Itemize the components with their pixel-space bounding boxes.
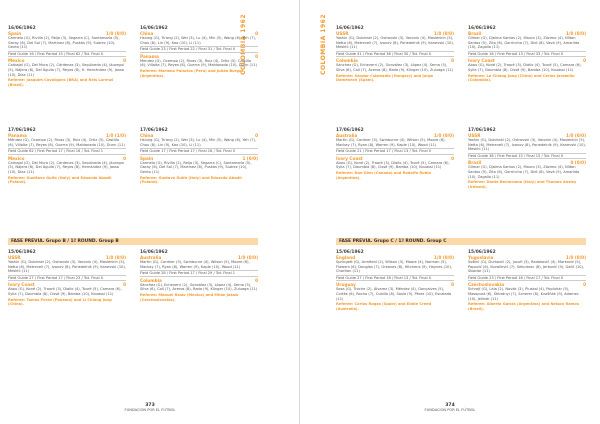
lineup: Yashin (G), Dubinski (2), Ostrovski (3), Voronin (4), Maslenkin (5), Netto (6), Metreveli (7), Ivanov (8), Ponedelnik (9), Kanevski (10), Meskhi (11): [8, 260, 126, 274]
match-date: 15/06/1962: [336, 250, 364, 255]
team-score: 1/0 (0/0): [238, 255, 258, 260]
referee: Referee: Alberto Garcia (Argentina) and Nelson Ramos (Brazil).: [468, 302, 579, 311]
lineup: Šoškić (G), Durković (2), Jusufi (3), Radaković (4), Marković (5), Popović (6), Kovačević (7), Sekularac (8), Jerković (9), Galić (10), Skoblar (11): [468, 260, 585, 274]
lineup: Sánchez (G), Echeverri (2), González (3), López (4), Serna (5), Silva (6), Coll (7), Aceros (8), Rada (9), Klinger (10), Zuluaga (11): [140, 282, 258, 292]
lineup: Mendez (G), Ocampo (2), Rivas (3), Ruiz (4), Ortiz (5), Castillo (6), Villalta (7), Reyes (8), Guerra (9), Maldonado (10), Dunn (11): [140, 58, 257, 68]
team-name: Mexico: [8, 58, 25, 64]
team-name: Australia: [336, 133, 358, 138]
team-name: England: [336, 255, 356, 260]
referee: Referee: Le Chiang Jung (China) and Carlos Jaramillo (Colombia).: [468, 73, 575, 83]
team-score: 1/0 (0/0): [566, 133, 586, 138]
match-block: [140, 250, 258, 302]
match-block: [468, 26, 586, 83]
team-name: Brazil: [468, 31, 482, 36]
team-score: 1/0 (0/0): [434, 31, 454, 36]
match-block: [140, 26, 258, 78]
match-block: [8, 26, 126, 87]
match-date: 16/06/1962: [140, 250, 168, 255]
field-stats: Field Guide 21 / First Period 17 / Final 13 / Tot. Final 0: [336, 148, 454, 155]
lineup: Sánchez (G), Echeverri (2), González (3), López (4), Serna (5), Silva (6), Coll (7), Aceros (8), Rada (9), Klinger (10), Zuluaga (11): [336, 63, 454, 72]
team-name: Spain: [140, 155, 154, 161]
referee: Referee: Dan Glen (Canada) and Rodolfo Rubio (Argentina).: [336, 170, 431, 180]
match-block: [336, 128, 454, 180]
team-score: 1/0 (0/0): [566, 31, 586, 36]
team-name: Spain: [8, 31, 22, 36]
team-score: 0: [123, 58, 126, 64]
lineup: Hsiung (G), Ts'ang (2), Wei (3), Lu (4), Min (5), Wang (6), Yeh (7), Chou (8), Lin (9), Kao (10), Li (11): [140, 36, 257, 45]
match-date: 16/06/1962: [336, 26, 364, 31]
page-divider: [299, 0, 300, 424]
team-name: China: [140, 31, 154, 36]
field-stats: Field Guide 62 / First Period 17 / Final 16 / Tot. Final 1: [8, 148, 126, 155]
page-number: 373: [145, 403, 155, 408]
phase-header: FASE PREVIA. Grupo B / 1ª ROUND. Group B: [8, 238, 258, 245]
match-date: 17/06/1962: [8, 128, 36, 133]
lineup: Abou (G), Koné (2), Traoré (3), Diallo (4), Touré (5), Camara (6), Sylla (7), Doumbia (8), Cissé (9), Bamba (10), Kouassi (11): [8, 287, 122, 296]
team-score: 0: [255, 133, 258, 138]
team-score: 1/0 (0/0): [434, 255, 454, 260]
team-name: USSR: [468, 133, 481, 138]
team-score: 1/0 (0/0): [106, 255, 126, 260]
field-stats: Field Guide 16 / First Period 13 / Final 33 / Tot. Final 0: [468, 51, 586, 58]
field-stats: Field Guide 23 / First Period 16 / Final 17 / Tot. Final 0: [468, 275, 586, 282]
lineup: Abou (G), Koné (2), Traoré (3), Diallo (4), Touré (5), Camara (6), Sylla (7), Doumbia (8), Cissé (9), Bamba (10), Kouassi (11): [336, 160, 450, 170]
match-date: 17/06/1962: [468, 128, 496, 133]
field-stats: Field Guide 28 / First Period 17 / Final 29 / Tot. Final 1: [140, 270, 258, 277]
match-date: 17/06/1962: [140, 128, 168, 133]
referee: Referee: Gusttavo Gulfo (Italy) and Eduardo Abadil (Poland).: [8, 175, 112, 185]
team-name: Uruguay: [336, 282, 356, 288]
lineup: Carbajal (G), Del Muro (2), Cárdenas (3), Sepúlveda (4), Jáuregui (5), Nájera (6), Del Águila (7), Reyes (8), H. Hernández (9), Jasso (10), Díaz (11): [8, 63, 125, 77]
match-block: [8, 250, 126, 307]
field-stats: Field Guide 27 / First Period 17 / Final 23 / Tot. Final 0: [8, 275, 126, 282]
match-date: 16/06/1962: [468, 26, 496, 31]
team-score: 0 (0/0): [570, 160, 586, 166]
page-footer: [300, 403, 600, 412]
field-stats: Field Guide 23 / First Period 22 / Final 31 / Tot. Final 0: [140, 46, 258, 53]
publisher: FUNDACIÓN POR EL FÚTBOL: [124, 408, 176, 412]
lineup: Carmelo (G), Rivilla (2), Reija (3), Segarra (C), Santamaría (5), Garay (6), Del Sol (7), Martínez (8), Puskás (9), Suárez (10), Gento (11): [140, 160, 252, 174]
lineup: Springett (G), Armfield (2), Wilson (3), Moore (4), Norman (5), Flowers (6), Douglas (7), Greaves (8), Hitchens (9), Haynes (10), Charlton (11): [336, 260, 453, 274]
lineup: Méndez (G), Ocampo (2), Rivas (3), Ruiz (4), Ortiz (5), Castillo (6), Villalta (7), Reyes (8), Guerra (9), Maldonado (10), Dunn (11): [8, 138, 125, 147]
team-name: Australia: [140, 255, 162, 260]
team-name: Ivory Coast: [468, 58, 495, 64]
lineup: Carbajal (G), Del Muro (2), Cárdenas (3), Sepúlveda (4), Jáuregui (5), Nájera (6), Del Águila (7), Reyes (8), Hernández (9), Jasso (10), Díaz (11): [8, 160, 125, 174]
team-name: Yugoslavia: [468, 255, 494, 260]
referee: Referee: Sándor Csizmadia (Hungary) and Jorge Doménech (Spain).: [336, 73, 434, 83]
lineup: Hsiung (G), Ts'ang (2), Wei (3), Lu (4), Min (5), Wang (6), Yeh (7), Chou (8), Lin (9), Kao (10), Li (11): [140, 138, 257, 147]
field-stats: Field Guide 38 / First Period 15 / Final 15 / Tot. Final 0: [468, 153, 586, 160]
referee: Referee: Dante Beniocomo (Italy) and Thomas Ansley (Ireland).: [468, 180, 577, 189]
match-block: [336, 250, 454, 311]
lineup: Martin (G), Cordner (3), Swinburne (4), Wilson (5), Moore (6), Mackay (7), Ryan (8), Warren (9), Kaple (10), Wood (11): [336, 138, 446, 147]
team-name: Colombia: [336, 58, 358, 64]
field-stats: Field Guide 16 / First Period 15 / Final 62 / Tot. Final 0: [8, 51, 126, 58]
team-name: China: [140, 133, 154, 138]
page-number: 374: [445, 403, 455, 408]
lineup: Gilmar (G), Djalma Santos (2), Mauro (3), Zózimo (4), Nílton Santos (5), Zito (6), Garrincha (7), Didi (8), Vavá (9), Amarildo (10), Zagallo (11): [468, 165, 580, 179]
field-stats: Field Guide 27 / First Period 18 / Final 13 / Tot. Final 0: [336, 275, 454, 282]
lineup: Abou (G), Koné (2), Traoré (3), Diallo (4), Touré (5), Camara (6), Sylla (7), Doumbia (8), Cissé (9), Bamba (10), Kouassi (11): [468, 63, 582, 72]
lineup: Martin (G), Cordner (3), Swinburne (4), Wilson (5), Moore (6), Mackay (7), Ryan (8), Warren (9), Kaple (10), Wood (11): [140, 260, 250, 269]
lineup: Gilmar (G), Djalma Santos (2), Mauro (3), Zózimo (4), Nílton Santos (5), Zito (6), Garrincha (7), Didi (8), Vavá (9), Amarildo (10), Zagallo (11): [468, 36, 580, 50]
match-date: 17/06/1962: [336, 128, 364, 133]
lineup: Carmelo (G), Rivilla (2), Reija (3), Segarra (C), Santamaría (5), Garay (6), Del Sol (7), Martínez (8), Puskás (9), Suárez (10), Gento (11): [8, 36, 120, 50]
team-score: 0: [451, 282, 454, 288]
team-name: Ivory Coast: [8, 282, 35, 288]
team-score: 0: [583, 282, 586, 288]
lineup: Yashin (G), Dubinski (2), Ostrovski (3), Voronin (4), Maslenkin (5), Netto (6), Metreveli (7), Ivanov (8), Ponedelnik (9), Kanevski (10), Meskhi (11): [468, 138, 586, 152]
team-name: USSR: [8, 255, 21, 260]
match-block: [8, 128, 126, 185]
team-name: Brazil: [468, 160, 482, 166]
team-score: 1/0 (0/0): [434, 133, 454, 138]
team-score: 1/0 (0/0): [566, 255, 586, 260]
colombia-1962-label: COLOMBIA 1962: [240, 14, 247, 75]
team-score: 0: [583, 58, 586, 64]
match-block: [468, 128, 586, 189]
match-date: 15/06/1962: [8, 250, 36, 255]
phase-header: FASE PREVIA. Grupo C / 1ª ROUND. Group C: [336, 238, 586, 245]
lineup: Yashin (G), Dubinski (2), Ostrovski (3), Voronin (4), Maslenkin (5), Netto (6), Metreveli (7), Ivanov (8), Ponedelnik (9), Kanevski (10), Meskhi (11): [336, 36, 454, 50]
match-date: 16/06/1962: [140, 26, 168, 31]
page-footer: [0, 403, 300, 412]
team-name: Czechoslovakia: [468, 282, 505, 288]
match-block: [468, 250, 586, 311]
match-date: 16/06/1962: [8, 26, 36, 31]
team-name: USSR: [336, 31, 349, 36]
team-score: 0: [255, 31, 258, 36]
referee: Referee: Gustavo Gulfo (Italy) and Eduardo Abadil (Poland).: [140, 175, 242, 185]
team-name: Panama: [8, 133, 27, 138]
team-score: 0: [255, 53, 258, 59]
team-name: Colombia: [140, 277, 162, 283]
referee: Referee: Carlos Rogas (Spain) and Eddie Creed (Australia).: [336, 302, 432, 311]
referee: Referee: Joaquim Cavaligaro (BRA) and Reis Lorenzi (Brazil).: [8, 78, 114, 87]
team-score: 1 (0/0): [242, 155, 258, 161]
match-block: [336, 26, 454, 83]
team-score: 0: [123, 155, 126, 161]
team-score: 0: [123, 282, 126, 288]
team-score: 0: [451, 58, 454, 64]
team-score: 0: [451, 155, 454, 161]
team-name: Ivory Coast: [336, 155, 363, 161]
team-name: Panama: [140, 53, 159, 59]
team-score: 0: [255, 277, 258, 283]
referee: Referee: Tomas Perez (Panama) and Li Chiang Jung (China).: [8, 297, 112, 307]
match-date: 15/06/1962: [468, 250, 496, 255]
field-stats: Field Guide 41 / First Period 36 / Final 30 / Tot. Final 0: [336, 51, 454, 58]
right-page: [300, 0, 600, 424]
team-score: 1/0 (0/0): [106, 31, 126, 36]
field-stats: Field Guide 17 / First Period 17 / Final 16 / Tot. Final 0: [140, 148, 258, 155]
lineup: Schrojf (G), Lála (2), Novák (3), Pluskal (4), Popluhár (5), Masopust (6), Štibrányi (7), Scherer (8), Kvašňák (9), Adamec (10), Jelínek (11): [468, 287, 579, 301]
publisher: FUNDACIÓN POR EL FÚTBOL: [424, 408, 476, 412]
referee: Referee: Manuel Rosio (Mexico) and Milan Jakub (Czechoslovakia).: [140, 292, 238, 302]
match-block: [140, 128, 258, 185]
team-score: 1/0 (1/0): [106, 133, 126, 138]
lineup: Sosa (G), Troche (2), Álvarez (3), Méndez (4), Gonçalves (5), Cortés (6), Rocha (7), Cubilla (8), Sasía (9), Pérez (10), Escalada (11): [336, 287, 452, 301]
colombia-1962-label: COLOMBIA 1962: [320, 14, 327, 75]
referee: Referee: Mariano Palacios (Peru) and Julián Burgos (Argentina).: [140, 68, 244, 78]
team-name: Mexico: [8, 155, 25, 161]
